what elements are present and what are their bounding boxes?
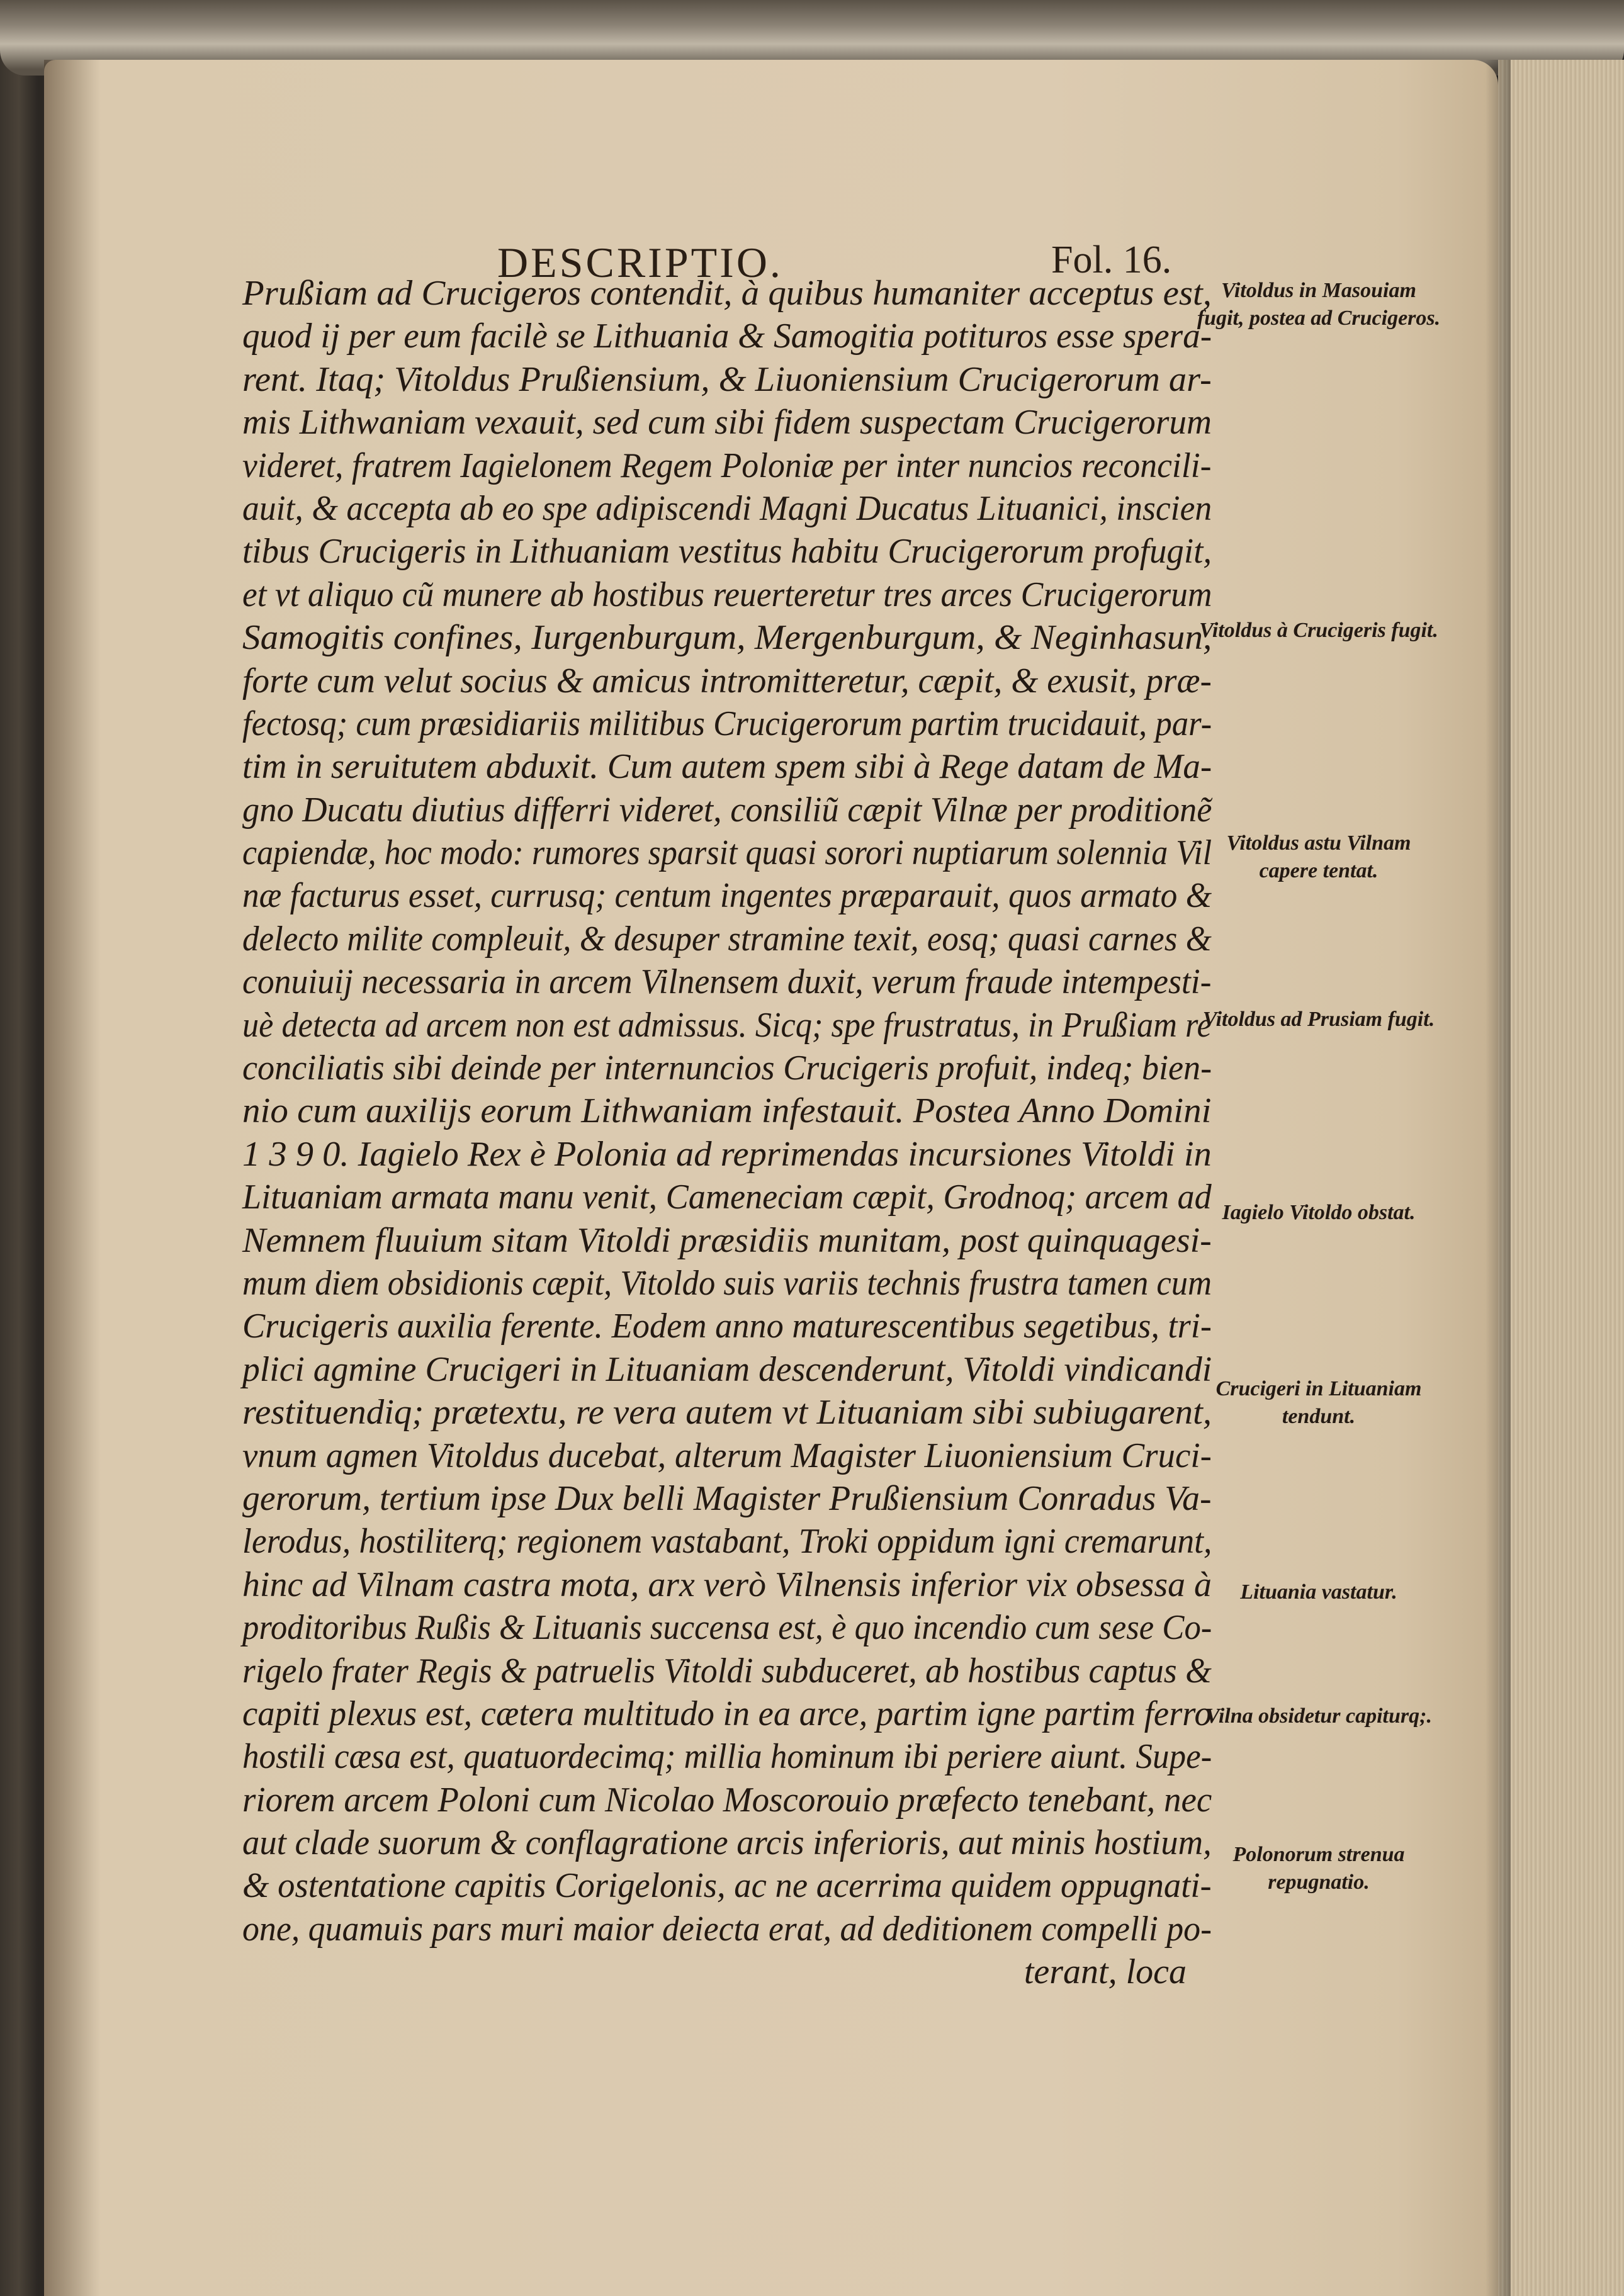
marginal-note: Vitoldus à Crucigeris fugit. xyxy=(1199,619,1438,642)
text-line: lerodus, hostiliterq; regionem vastabant, Troki oppidum igni cremarunt, xyxy=(242,1522,1212,1562)
text-line: auit, & accepta ab eo spe adipiscendi Magni Ducatus Lituanici, inscien xyxy=(242,488,1212,528)
text-line: restituendiq; prætextu, re vera autem vt Lituaniam sibi subiugarent, xyxy=(242,1393,1212,1432)
text-line: tim in seruitutem abduxit. Cum autem spem sibi à Rege datam de Ma- xyxy=(242,747,1212,787)
text-line: gerorum, tertium ipse Dux belli Magister Prußiensium Conradus Va- xyxy=(242,1478,1212,1518)
text-line: proditoribus Rußis & Lituanis succensa est, è quo incendio cum sese Co- xyxy=(242,1608,1212,1648)
text-line: plici agmine Crucigeri in Lituaniam descenderunt, Vitoldi vindicandi xyxy=(242,1349,1212,1389)
text-line: Prußiam ad Crucigeros contendit, à quibus humaniter acceptus est, xyxy=(242,274,1212,313)
text-line: videret, fratrem Iagielonem Regem Poloniæ per inter nuncios reconcili- xyxy=(242,446,1212,485)
book-fore-edge xyxy=(1498,60,1624,2296)
text-line: hostili cæsa est, quatuordecimq; millia hominum ibi periere aiunt. Supe- xyxy=(242,1737,1212,1777)
marginal-note: Polonorum strenua repugnatio. xyxy=(1232,1843,1405,1894)
marginal-note: Crucigeri in Lituaniam tendunt. xyxy=(1215,1377,1422,1428)
marginal-note: Lituania vastatur. xyxy=(1240,1580,1397,1604)
text-line: tibus Crucigeris in Lithuaniam vestitus habitu Crucigerorum profugit, xyxy=(242,532,1212,571)
text-line: mis Lithwaniam vexauit, sed cum sibi fidem suspectam Crucigerorum xyxy=(242,403,1212,442)
text-line: gno Ducatu diutius differri videret, consiliũ cæpit Vilnæ per proditionẽ xyxy=(242,790,1212,830)
text-line: næ facturus esset, currusq; centum ingentes præparauit, quos armato & xyxy=(242,876,1212,916)
catchword: terant, loca xyxy=(1023,1952,1187,1992)
marginal-note: Iagielo Vitoldo obstat. xyxy=(1222,1201,1416,1224)
page-gutter-shadow xyxy=(44,60,101,2296)
marginal-note: Vitoldus in Masouiam fugit, postea ad Crucigeros. xyxy=(1197,279,1441,330)
text-line: Crucigeris auxilia ferente. Eodem anno maturescentibus segetibus, tri- xyxy=(242,1307,1212,1346)
text-line: fectosq; cum præsidiariis militibus Crucigerorum partim trucidauit, par- xyxy=(242,704,1212,743)
text-line: uè detecta ad arcem non est admissus. Sicq; spe frustratus, in Prußiam re xyxy=(242,1005,1212,1045)
text-line: Lituaniam armata manu venit, Cameneciam cæpit, Grodnoq; arcem ad xyxy=(242,1178,1212,1217)
text-line: Nemnem fluuium sitam Vitoldi præsidiis munitam, post quinquagesi- xyxy=(242,1220,1212,1260)
folio-number: Fol. 16. xyxy=(1051,239,1172,281)
text-line: mum diem obsidionis cæpit, Vitoldo suis variis technis frustra tamen cum xyxy=(242,1263,1212,1303)
marginal-note: Vilna obsidetur capiturq;. xyxy=(1205,1704,1432,1728)
text-line: delecto milite compleuit, & desuper stramine texit, eosq; quasi carnes & xyxy=(242,919,1212,959)
text-line: capiendæ, hoc modo: rumores sparsit quasi sorori nuptiarum solennia Vil xyxy=(242,833,1212,873)
body-text xyxy=(242,272,1212,1994)
text-line: & ostentatione capitis Corigelonis, ac ne acerrima quidem oppugnati- xyxy=(242,1866,1212,1906)
text-line: vnum agmen Vitoldus ducebat, alterum Magister Liuoniensium Cruci- xyxy=(242,1436,1212,1475)
text-line: forte cum velut socius & amicus intromitteretur, cæpit, & exusit, præ- xyxy=(242,661,1212,701)
text-line: capiti plexus est, cætera multitudo in ea arce, partim igne partim ferro xyxy=(242,1694,1212,1733)
running-head: DESCRIPTIO. xyxy=(497,239,783,286)
text-line: riorem arcem Poloni cum Nicolao Moscorouio præfecto tenebant, nec xyxy=(242,1780,1212,1820)
text-line: nio cum auxilijs eorum Lithwaniam infestauit. Postea Anno Domini xyxy=(242,1091,1212,1131)
text-line: conciliatis sibi deinde per internuncios Crucigeris profuit, indeq; bien- xyxy=(242,1049,1212,1088)
fore-edge-shadow xyxy=(1486,60,1511,2296)
text-line: aut clade suorum & conflagratione arcis inferioris, aut minis hostium, xyxy=(242,1823,1212,1863)
text-line: rent. Itaq; Vitoldus Prußiensium, & Liuoniensium Crucigerorum ar- xyxy=(242,359,1212,399)
text-line: one, quamuis pars muri maior deiecta erat, ad deditionem compelli po- xyxy=(242,1909,1212,1949)
text-line: Samogitis confines, Iurgenburgum, Mergenburgum, & Neginhasun, xyxy=(242,618,1212,658)
text-line: hinc ad Vilnam castra mota, arx verò Vilnensis inferior vix obsessa à xyxy=(242,1565,1212,1604)
marginal-note: Vitoldus astu Vilnam capere tentat. xyxy=(1226,831,1411,882)
text-line: quod ij per eum facilè se Lithuania & Samogitia potituros esse spera- xyxy=(242,317,1212,356)
text-line: 1 3 9 0. Iagielo Rex è Polonia ad reprimendas incursiones Vitoldi in xyxy=(242,1134,1212,1174)
text-line: rigelo frater Regis & patruelis Vitoldi subduceret, ab hostibus captus & xyxy=(242,1651,1212,1691)
text-line: et vt aliquo cũ munere ab hostibus reuerteretur tres arces Crucigerorum xyxy=(242,575,1212,614)
marginal-note: Vitoldus ad Prusiam fugit. xyxy=(1202,1008,1435,1031)
text-line: conuiuij necessaria in arcem Vilnensem duxit, verum fraude intempesti- xyxy=(242,962,1212,1002)
